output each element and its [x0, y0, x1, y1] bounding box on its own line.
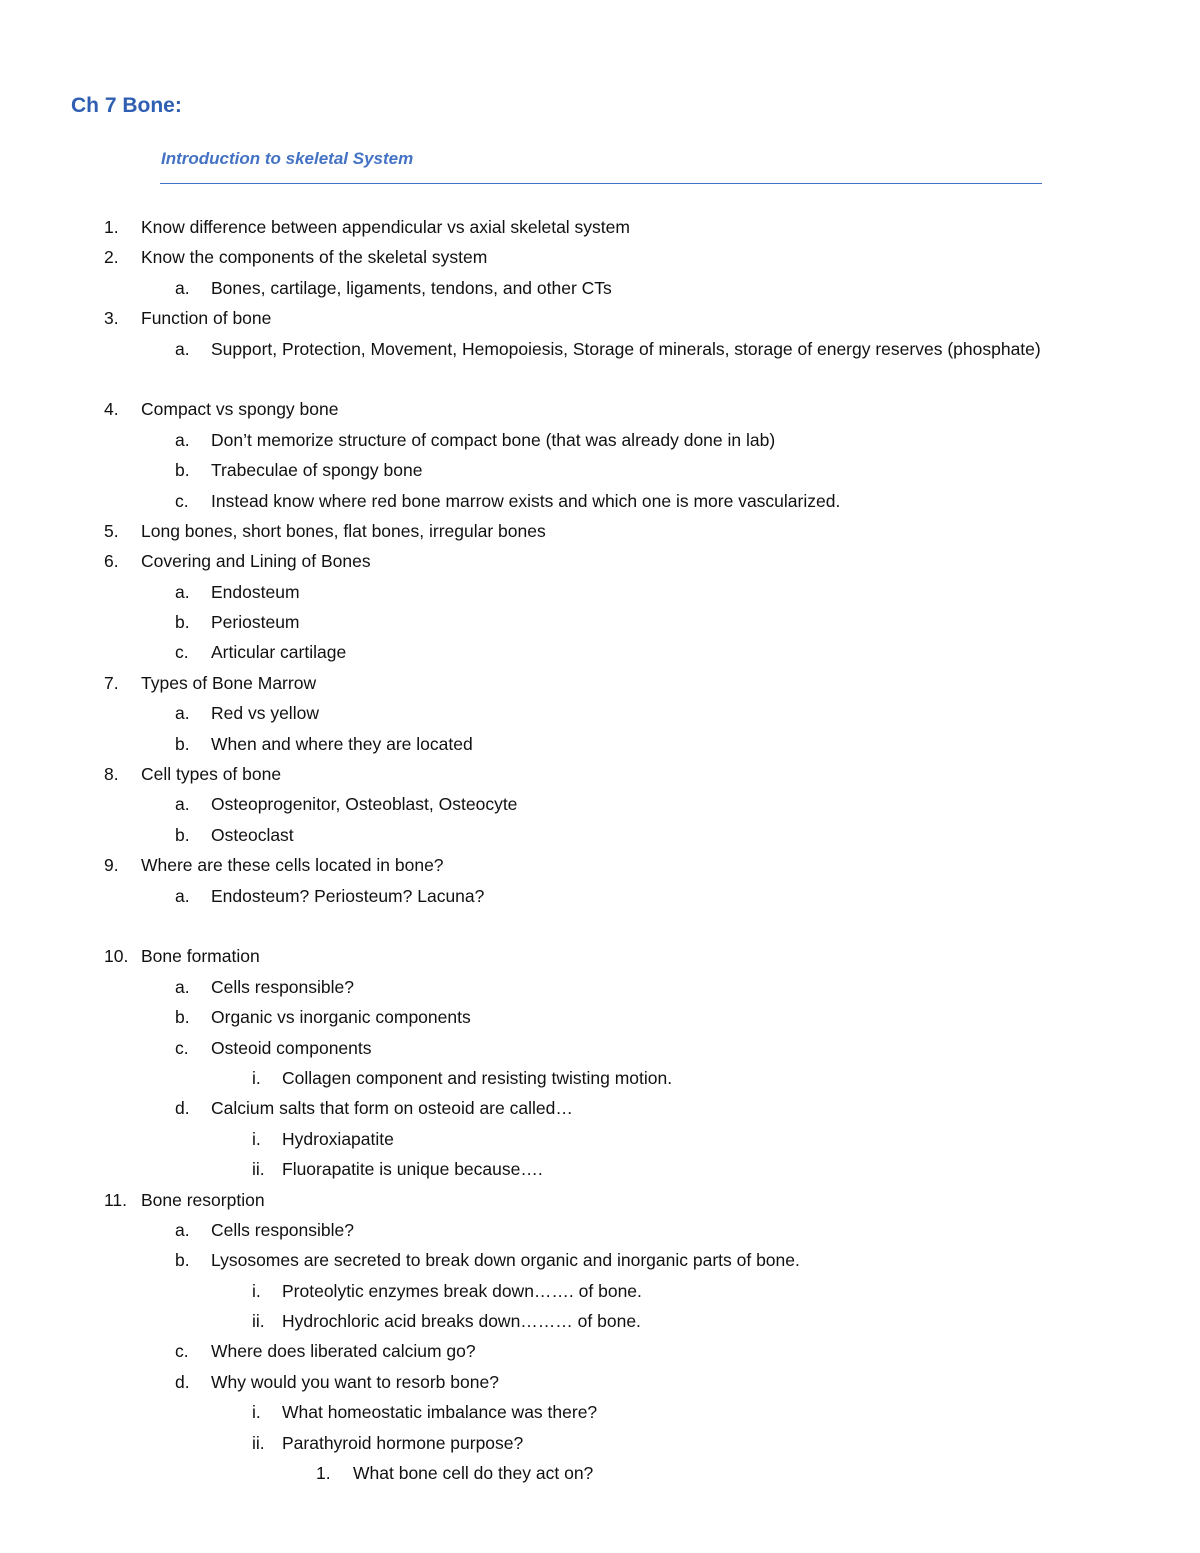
list-marker: 10. — [104, 946, 129, 967]
outline-item — [0, 242, 1200, 272]
list-marker: a. — [175, 1219, 190, 1240]
outline-item-text: Bones, cartilage, ligaments, tendons, and other CTs — [211, 277, 612, 298]
outline-item-text: Organic vs inorganic components — [211, 1007, 471, 1028]
outline-item-text: Osteoprogenitor, Osteoblast, Osteocyte — [211, 794, 518, 815]
list-marker: 6. — [104, 551, 119, 572]
outline-item — [0, 668, 1200, 698]
outline-item-text: Periosteum — [211, 612, 300, 633]
outline-item-text: Cells responsible? — [211, 976, 354, 997]
outline-item-text: Parathyroid hormone purpose? — [282, 1432, 524, 1453]
list-marker: d. — [175, 1098, 190, 1119]
outline-item-text: Trabeculae of spongy bone — [211, 460, 423, 481]
outline-item — [0, 759, 1200, 789]
outline-item — [0, 455, 1200, 485]
list-marker: a. — [175, 338, 190, 359]
outline-item-text: Know difference between appendicular vs axial skeletal system — [141, 217, 630, 237]
list-marker: d. — [175, 1371, 190, 1392]
subtitle-underline-divider — [160, 183, 1042, 184]
list-marker: 11. — [104, 1189, 128, 1210]
outline-item-text: Cell types of bone — [141, 764, 282, 785]
outline-item — [0, 546, 1200, 576]
list-marker: b. — [175, 460, 190, 481]
list-marker: b. — [175, 612, 190, 633]
outline-item — [0, 486, 1200, 516]
outline-item-text: When and where they are located — [211, 733, 473, 754]
outline-item — [0, 1063, 1200, 1093]
outline-item-text: Don’t memorize structure of compact bone (that was already done in lab) — [211, 429, 776, 450]
list-marker: 1. — [316, 1463, 331, 1484]
outline-item — [0, 1215, 1200, 1245]
outline-item-text: Where are these cells located in bone? — [141, 855, 444, 876]
outline-item — [0, 1428, 1200, 1458]
list-marker: a. — [175, 703, 190, 724]
outline-item — [0, 1093, 1200, 1123]
list-marker: a. — [175, 885, 190, 906]
study-outline-list — [0, 212, 1200, 1488]
outline-item — [0, 1033, 1200, 1063]
outline-item — [0, 881, 1200, 911]
outline-item-text: Collagen component and resisting twisting motion. — [282, 1067, 673, 1088]
outline-item — [0, 303, 1200, 333]
outline-item — [0, 1245, 1200, 1275]
outline-item-text: Proteolytic enzymes break down……. of bone. — [282, 1280, 642, 1301]
outline-item-text: Compact vs spongy bone — [141, 399, 339, 420]
outline-item — [0, 820, 1200, 850]
outline-item-text: Cells responsible? — [211, 1219, 354, 1240]
outline-item-text: Red vs yellow — [211, 703, 319, 724]
outline-item — [0, 212, 1200, 242]
list-marker: a. — [175, 429, 190, 450]
outline-item-text: Osteoid components — [211, 1037, 372, 1058]
list-marker: c. — [175, 642, 189, 663]
outline-item — [0, 698, 1200, 728]
outline-item-text: Why would you want to resorb bone? — [211, 1371, 499, 1392]
outline-item-text: Endosteum? Periosteum? Lacuna? — [211, 885, 485, 906]
list-marker: i. — [252, 1402, 261, 1423]
outline-item-text: Long bones, short bones, flat bones, irregular bones — [141, 520, 546, 541]
outline-item — [0, 729, 1200, 759]
outline-item-text: Osteoclast — [211, 824, 294, 845]
list-marker: a. — [175, 581, 190, 602]
outline-item-text: Fluorapatite is unique because…. — [282, 1159, 543, 1180]
list-marker: ii. — [252, 1432, 265, 1453]
list-marker: 5. — [104, 520, 119, 541]
blank-line — [0, 911, 1200, 941]
outline-item — [0, 789, 1200, 819]
outline-item-text: Articular cartilage — [211, 642, 347, 663]
outline-item — [0, 1367, 1200, 1397]
list-marker: i. — [252, 1128, 261, 1149]
outline-item-text: Know the components of the skeletal system — [141, 247, 488, 268]
list-marker: 9. — [104, 855, 119, 876]
outline-item-text: Lysosomes are secreted to break down organic and inorganic parts of bone. — [211, 1250, 800, 1271]
outline-item — [0, 850, 1200, 880]
outline-item — [0, 941, 1200, 971]
outline-item — [0, 425, 1200, 455]
outline-item — [0, 1124, 1200, 1154]
list-marker: c. — [175, 1341, 189, 1362]
outline-item-text: What homeostatic imbalance was there? — [282, 1402, 598, 1423]
list-marker: ii. — [252, 1159, 265, 1180]
outline-item-text: Covering and Lining of Bones — [141, 551, 371, 572]
list-marker: 1. — [104, 217, 119, 237]
outline-item — [0, 1458, 1200, 1488]
list-marker: 7. — [104, 672, 119, 693]
list-marker: i. — [252, 1067, 261, 1088]
list-marker: 2. — [104, 247, 119, 268]
list-marker: b. — [175, 824, 190, 845]
outline-item — [0, 1306, 1200, 1336]
outline-item — [0, 972, 1200, 1002]
outline-item-text: What bone cell do they act on? — [353, 1463, 594, 1484]
list-marker: c. — [175, 490, 189, 511]
outline-item-text: Bone formation — [141, 946, 260, 967]
outline-item-text: Support, Protection, Movement, Hemopoiesis, Storage of minerals, storage of energy reserves (phosphate) — [211, 338, 1041, 359]
outline-item — [0, 577, 1200, 607]
list-marker: b. — [175, 1007, 190, 1028]
list-marker: ii. — [252, 1311, 265, 1332]
outline-item — [0, 516, 1200, 546]
outline-item — [0, 607, 1200, 637]
outline-item-text: Types of Bone Marrow — [141, 672, 317, 693]
outline-item — [0, 1185, 1200, 1215]
outline-item — [0, 273, 1200, 303]
outline-item-text: Where does liberated calcium go? — [211, 1341, 476, 1362]
outline-item — [0, 1154, 1200, 1184]
outline-item-text: Hydroxiapatite — [282, 1128, 394, 1149]
outline-item-text: Hydrochloric acid breaks down……… of bone. — [282, 1311, 641, 1332]
outline-item-text: Bone resorption — [141, 1189, 265, 1210]
outline-item — [0, 1397, 1200, 1427]
list-marker: b. — [175, 733, 190, 754]
outline-item — [0, 394, 1200, 424]
outline-item-text: Endosteum — [211, 581, 300, 602]
outline-item — [0, 637, 1200, 667]
list-marker: 4. — [104, 399, 119, 420]
outline-item — [0, 1336, 1200, 1366]
outline-item — [0, 1276, 1200, 1306]
outline-item-text: Instead know where red bone marrow exists and which one is more vascularized. — [211, 490, 841, 511]
list-marker: a. — [175, 277, 190, 298]
outline-item-text: Calcium salts that form on osteoid are called… — [211, 1098, 573, 1119]
list-marker: 3. — [104, 308, 119, 329]
section-subtitle: Introduction to skeletal System — [161, 149, 414, 168]
outline-item — [0, 1002, 1200, 1032]
list-marker: c. — [175, 1037, 189, 1058]
outline-item-text: Function of bone — [141, 308, 272, 329]
list-marker: b. — [175, 1250, 190, 1271]
page-title: Ch 7 Bone: — [71, 94, 182, 117]
outline-item — [0, 334, 1200, 395]
list-marker: a. — [175, 794, 190, 815]
list-marker: a. — [175, 976, 190, 997]
list-marker: 8. — [104, 764, 119, 785]
list-marker: i. — [252, 1280, 261, 1301]
